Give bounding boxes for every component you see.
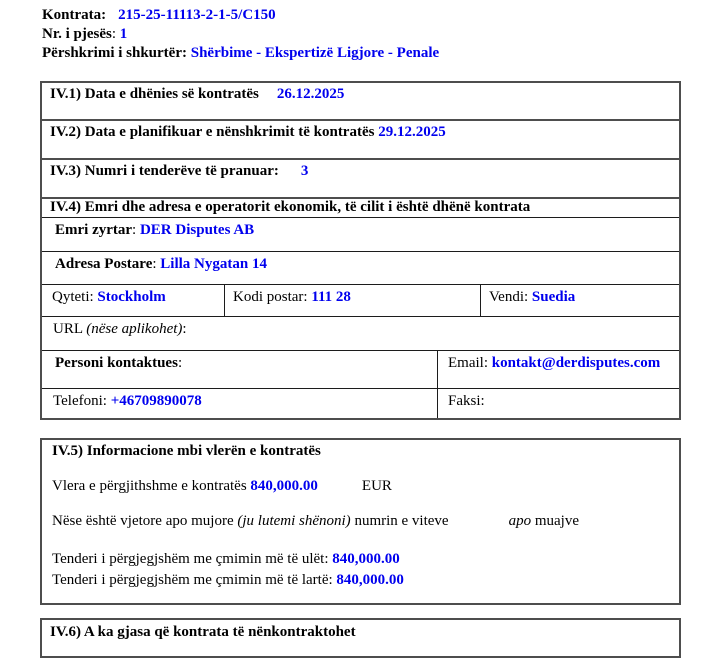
contract-value-label: Vlera e përgjithshme e kontratës: [52, 478, 247, 494]
lowest-tender-value: 840,000.00: [332, 551, 400, 567]
country-value: Suedia: [531, 289, 576, 305]
url-row: [42, 317, 679, 351]
lowest-tender-line: [52, 550, 669, 569]
city-label: Qyteti:: [52, 289, 94, 305]
lot-number-label: Nr. i pjesës: [42, 26, 112, 42]
city-postcode-country-row: [42, 285, 679, 317]
section-iv6: [40, 618, 681, 658]
contract-award-date-value: 26.12.2025: [276, 86, 345, 102]
fax-cell: [438, 389, 679, 418]
official-name-value: DER Disputes AB: [139, 222, 255, 238]
periodic-end-text: muajve: [534, 513, 579, 529]
contract-number-line: [42, 6, 439, 25]
official-name-label: Emri zyrtar: [55, 222, 133, 238]
postcode-cell: [225, 285, 481, 316]
lowest-tender-label: Tenderi i përgjegjshëm me çmimin më të ulët:: [52, 551, 329, 567]
highest-tender-value: 840,000.00: [336, 572, 404, 588]
phone-label: Telefoni:: [53, 393, 107, 409]
short-description-line: [42, 44, 439, 63]
section-iv4: [40, 199, 681, 420]
lot-number-value: 1: [119, 26, 128, 42]
document-header: [42, 6, 439, 63]
phone-value: +46709890078: [110, 393, 202, 409]
section-iv3: [40, 160, 681, 199]
periodic-value-line: [52, 512, 669, 531]
planned-signature-date-value: 29.12.2025: [378, 124, 446, 140]
section-iv4-title: IV.4) Emri dhe adresa e operatorit ekonomik, të cilit i është dhënë kontrata: [42, 199, 679, 218]
email-label: Email:: [448, 355, 488, 371]
country-cell: [481, 285, 679, 316]
short-description-label: Përshkrimi i shkurtër:: [42, 45, 187, 61]
section-iv5: [40, 438, 681, 605]
section-iv5-title: IV.5) Informacione mbi vlerën e kontratës: [52, 443, 321, 459]
periodic-mid-text: numrin e viteve: [354, 513, 449, 529]
city-value: Stockholm: [97, 289, 166, 305]
postal-address-colon: :: [152, 256, 157, 272]
contact-person-colon: :: [177, 355, 183, 371]
form-sections: [40, 81, 681, 658]
phone-cell: [42, 389, 438, 418]
email-value: kontakt@derdisputes.com: [491, 355, 661, 371]
official-name-colon: :: [132, 222, 137, 238]
section-iv2-title: IV.2) Data e planifikuar e nënshkrimit të kontratës: [50, 124, 375, 140]
phone-fax-row: [42, 389, 679, 418]
section-iv2: [40, 121, 681, 160]
periodic-pre-text: Nëse është vjetore apo mujore: [52, 513, 234, 529]
periodic-note-text: (ju lutemi shënoni): [237, 513, 351, 529]
fax-label: Faksi:: [448, 393, 485, 409]
postal-address-value: Lilla Nygatan 14: [160, 256, 267, 272]
contract-number-value: 215-25-11113-2-1-5/C150: [118, 7, 276, 23]
tenders-received-value: 3: [300, 163, 309, 179]
postcode-label: Kodi postar:: [233, 289, 308, 305]
postcode-value: 111 28: [311, 289, 351, 305]
postal-address-row: [42, 252, 679, 285]
url-colon: :: [182, 321, 187, 337]
contact-person-label: Personi kontaktues: [55, 355, 178, 371]
postal-address-label: Adresa Postare: [55, 256, 153, 272]
section-iv1-title: IV.1) Data e dhënies së kontratës: [50, 86, 259, 102]
short-description-value: Shërbime - Ekspertizë Ligjore - Penale: [190, 45, 440, 61]
email-cell: [438, 351, 679, 388]
official-name-row: [42, 218, 679, 252]
url-label: URL: [53, 321, 83, 337]
contract-value-amount: 840,000.00: [250, 478, 318, 494]
periodic-apo-text: apo: [508, 513, 532, 529]
currency-label: EUR: [361, 478, 392, 494]
section-iv1: [40, 81, 681, 121]
lot-number-line: [42, 25, 439, 44]
lot-number-colon: :: [111, 26, 117, 42]
section-iv6-title: IV.6) A ka gjasa që kontrata të nënkontraktohet: [50, 624, 356, 640]
contact-person-cell: [42, 351, 438, 388]
contract-number-label: Kontrata:: [42, 7, 107, 23]
city-cell: [42, 285, 225, 316]
highest-tender-line: [52, 571, 669, 590]
section-iv3-title: IV.3) Numri i tenderëve të pranuar:: [50, 163, 279, 179]
highest-tender-label: Tenderi i përgjegjshëm me çmimin më të lartë:: [52, 572, 333, 588]
country-label: Vendi:: [489, 289, 529, 305]
contact-person-row: [42, 351, 679, 389]
contract-value-line: [52, 477, 669, 496]
url-note: (nëse aplikohet): [86, 321, 183, 337]
